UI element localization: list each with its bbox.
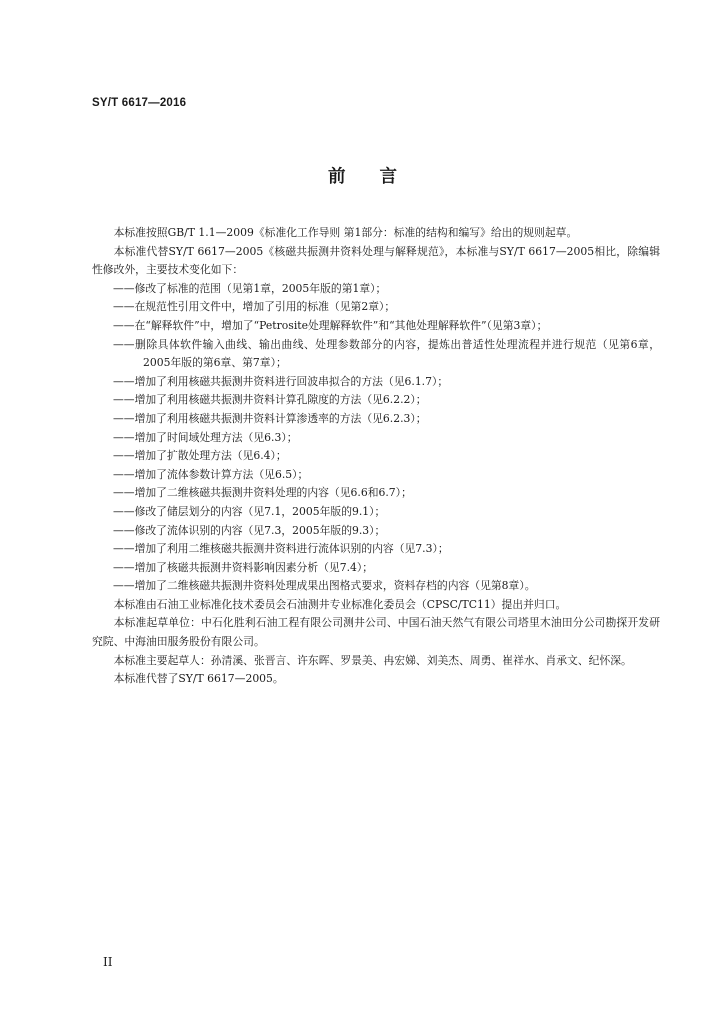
change-item: ——增加了核磁共振测井资料影响因素分析（见7.4）；: [113, 560, 374, 574]
change-item: ——修改了流体识别的内容（见7.3，2005年版的9.3）；: [113, 523, 386, 537]
page-number: II: [103, 955, 113, 969]
paragraph: 本标准主要起草人：孙清溪、张晋言、许东晖、罗景美、冉宏娣、刘美杰、周勇、崔祥水、肖承文、纪怀深。: [113, 653, 632, 667]
change-item: ——增加了二维核磁共振测井资料处理成果出图格式要求，资料存档的内容（见第8章）。: [113, 579, 536, 593]
document-code: SY/T 6617—2016: [92, 97, 187, 109]
title-char-left: 前: [328, 167, 346, 187]
foreword-body: [92, 224, 660, 689]
change-item: ——增加了利用核磁共振测井资料计算孔隙度的方法（见6.2.2）；: [113, 393, 427, 407]
change-item: ——修改了储层划分的内容（见7.1，2005年版的9.1）；: [113, 504, 386, 518]
change-item: ——在规范性引用文件中，增加了引用的标准（见第2章）；: [113, 300, 396, 314]
paragraph: 本标准代替了SY/T 6617—2005。: [113, 672, 284, 686]
change-item: ——增加了扩散处理方法（见6.4）；: [113, 449, 287, 463]
change-item: ——增加了利用核磁共振测井资料进行回波串拟合的方法（见6.1.7）；: [113, 374, 449, 388]
change-item: ——删除具体软件输入曲线、输出曲线、处理参数部分的内容，提炼出普适性处理流程并进行规范（见第6章，2005年版的第6章、第7章）；: [113, 337, 660, 370]
change-item: ——增加了利用二维核磁共振测井资料进行流体识别的内容（见7.3）；: [113, 542, 449, 556]
change-item: ——在“解释软件”中，增加了“Petrosite处理解释软件”和“其他处理解释软件”（见第3章）；: [113, 318, 548, 332]
paragraph: 本标准按照GB/T 1.1—2009《标准化工作导则 第1部分：标准的结构和编写》给出的规则起草。: [113, 226, 578, 239]
title-char-right: 言: [379, 167, 397, 187]
change-item: ——增加了二维核磁共振测井资料处理的内容（见6.6和6.7）；: [113, 486, 412, 500]
change-item: ——增加了利用核磁共振测井资料计算渗透率的方法（见6.2.3）；: [113, 411, 427, 425]
paragraph: 本标准起草单位：中石化胜利石油工程有限公司测井公司、中国石油天然气有限公司塔里木油田分公司勘探开发研究院、中海油田服务股份有限公司。: [92, 616, 660, 649]
paragraph: 本标准代替SY/T 6617—2005《核磁共振测井资料处理与解释规范》，本标准与SY/T 6617—2005相比，除编辑性修改外，主要技术变化如下：: [92, 244, 660, 277]
change-item: ——增加了流体参数计算方法（见6.5）；: [113, 467, 309, 481]
paragraph: 本标准由石油工业标准化技术委员会石油测井专业标准化委员会（CPSC/TC11）提出并归口。: [113, 597, 567, 611]
page-title: [0, 163, 725, 188]
change-item: ——修改了标准的范围（见第1章，2005年版的第1章）；: [113, 281, 387, 295]
change-item: ——增加了时间域处理方法（见6.3）；: [113, 430, 298, 444]
